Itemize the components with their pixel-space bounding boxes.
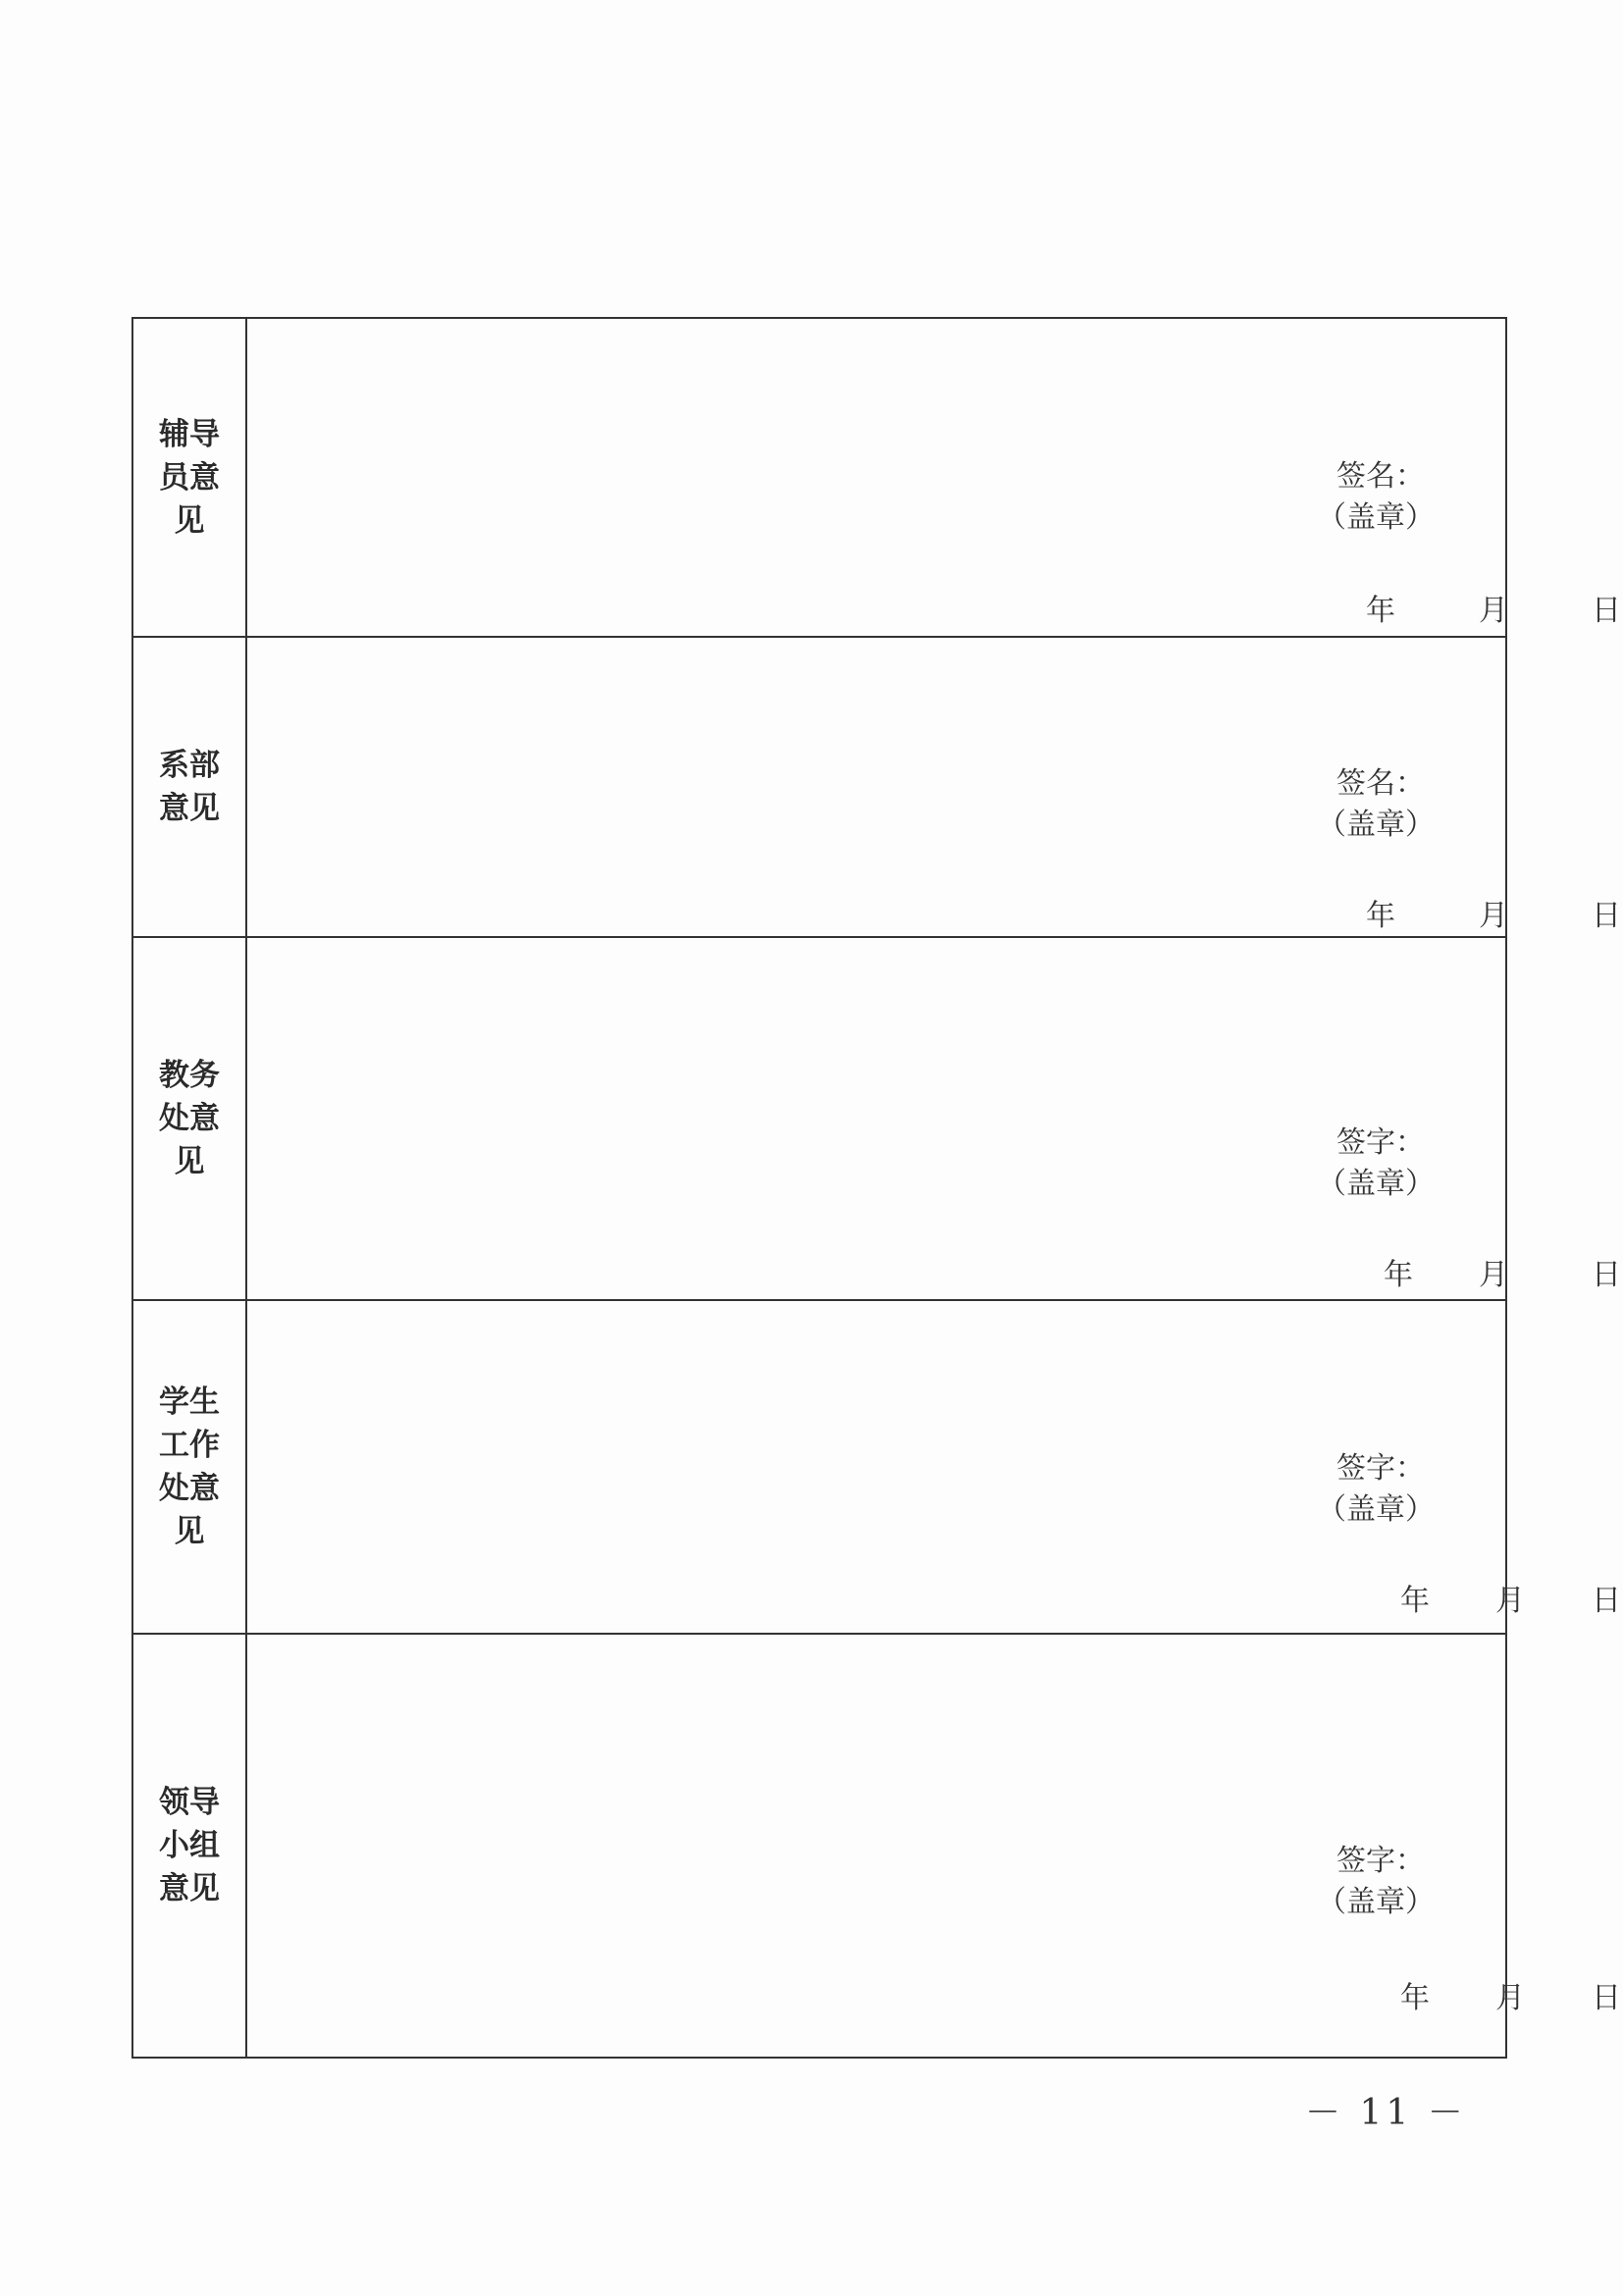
year-label: 年 (1366, 594, 1395, 628)
opinion-content-cell[interactable] (246, 937, 1621, 1300)
opinion-content-cell[interactable] (246, 1300, 1621, 1634)
row-label: 学生工作处意见 (159, 1384, 220, 1549)
opinion-content-cell[interactable] (246, 637, 1621, 937)
day-label: 日 (1592, 1981, 1621, 2015)
signature-block (1317, 763, 1435, 846)
row-label-cell (132, 318, 246, 637)
row-label: 系部意见 (159, 748, 220, 826)
signature-label: 签名： (1336, 766, 1425, 801)
table-row (132, 1634, 1506, 2058)
month-label: 月 (1479, 594, 1508, 628)
opinion-content-cell[interactable] (246, 318, 1621, 637)
signature-label: 签字： (1336, 1451, 1425, 1486)
row-label: 领导小组意见 (159, 1785, 220, 1906)
row-label-cell (132, 637, 246, 937)
day-label: 日 (1592, 1584, 1621, 1618)
stamp-label: （盖章） (1317, 808, 1435, 842)
signature-label: 签字： (1336, 1844, 1425, 1878)
stamp-label: （盖章） (1317, 1885, 1435, 1919)
table-row (132, 637, 1506, 937)
month-label: 月 (1479, 1258, 1508, 1292)
day-label: 日 (1592, 899, 1621, 933)
signature-block (1317, 456, 1435, 539)
row-label: 教务处意见 (159, 1058, 220, 1179)
year-label: 年 (1400, 1584, 1430, 1618)
page-number: － 11 － (1305, 2093, 1467, 2133)
row-label: 辅导员意见 (159, 416, 220, 539)
signature-block (1317, 1122, 1435, 1205)
opinion-table (131, 317, 1621, 2059)
row-label-cell (132, 1300, 246, 1634)
table-row (132, 1300, 1506, 1634)
year-label: 年 (1366, 899, 1395, 933)
table-row (132, 937, 1506, 1300)
month-label: 月 (1495, 1981, 1525, 2015)
year-label: 年 (1400, 1981, 1430, 2015)
opinion-content-cell[interactable] (246, 1634, 1621, 2058)
day-label: 日 (1592, 594, 1621, 628)
stamp-label: （盖章） (1317, 1492, 1435, 1527)
signature-block (1317, 1448, 1435, 1531)
year-label: 年 (1384, 1258, 1413, 1292)
month-label: 月 (1495, 1584, 1525, 1618)
row-label-cell (132, 1634, 246, 2058)
month-label: 月 (1479, 899, 1508, 933)
signature-label: 签名： (1336, 459, 1425, 494)
table-row (132, 318, 1506, 637)
stamp-label: （盖章） (1317, 500, 1435, 535)
signature-block (1317, 1841, 1435, 1923)
signature-label: 签字： (1336, 1125, 1425, 1160)
row-label-cell (132, 937, 246, 1300)
stamp-label: （盖章） (1317, 1167, 1435, 1201)
day-label: 日 (1592, 1258, 1621, 1292)
